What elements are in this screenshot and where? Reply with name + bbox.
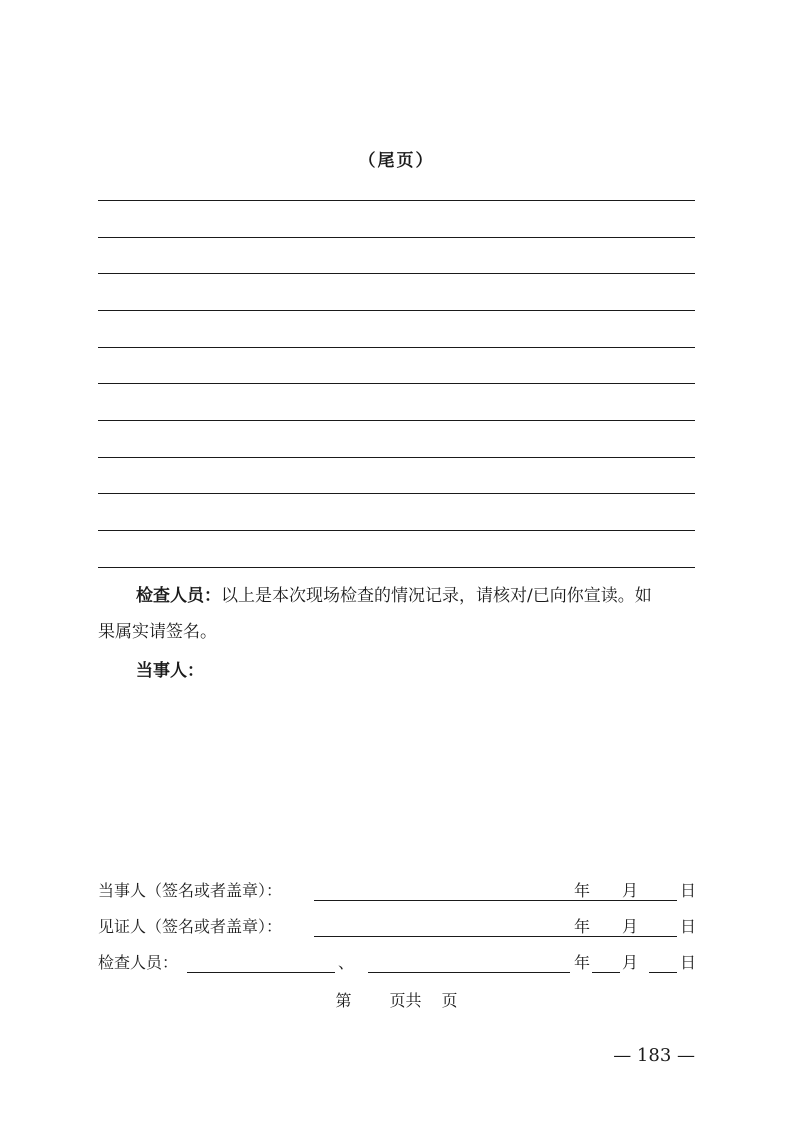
writing-line[interactable] (98, 273, 695, 274)
writing-line[interactable] (98, 567, 695, 568)
party-signature-row (98, 878, 698, 904)
page-number: — 183 — (613, 1045, 695, 1066)
day-label: 日 (680, 917, 697, 936)
year-label: 年 (574, 881, 591, 900)
writing-line[interactable] (98, 457, 695, 458)
writing-line[interactable] (98, 383, 695, 384)
day-label: 日 (680, 953, 697, 972)
page-title: （尾页） (358, 151, 435, 171)
month-field[interactable] (592, 972, 620, 973)
inspector-signature-label: 检查人员： (98, 953, 179, 972)
inspector-signature-field-1[interactable] (187, 972, 335, 973)
witness-signature-row (98, 914, 698, 940)
inspector-label: 检查人员： (136, 586, 221, 606)
page-count (0, 988, 793, 1011)
page-suffix: 页 (441, 991, 458, 1010)
inspector-signature-field-2[interactable] (368, 972, 570, 973)
writing-line[interactable] (98, 420, 695, 421)
day-field[interactable] (649, 936, 677, 937)
month-label: 月 (622, 953, 639, 972)
inspector-statement (98, 578, 695, 650)
party-section (98, 653, 695, 689)
inspector-signature-row (98, 950, 698, 976)
statement-text-1: 以上是本次现场检查的情况记录，请核对/已向你宣读。如 (221, 586, 652, 606)
witness-signature-label: 见证人（签名或者盖章）： (98, 917, 283, 936)
year-label: 年 (574, 917, 591, 936)
writing-line[interactable] (98, 237, 695, 238)
writing-line[interactable] (98, 310, 695, 311)
month-field[interactable] (592, 936, 620, 937)
writing-line[interactable] (98, 530, 695, 531)
statement-text-2: 果属实请签名。 (98, 622, 217, 642)
party-signature-label: 当事人（签名或者盖章）： (98, 881, 283, 900)
party-label: 当事人： (136, 661, 204, 681)
month-label: 月 (622, 917, 639, 936)
day-field[interactable] (649, 972, 677, 973)
separator: 、 (338, 953, 355, 972)
page-mid: 页共 (389, 991, 422, 1010)
writing-line[interactable] (98, 493, 695, 494)
month-field[interactable] (592, 900, 620, 901)
writing-line[interactable] (98, 200, 695, 201)
month-label: 月 (622, 881, 639, 900)
day-label: 日 (680, 881, 697, 900)
year-label: 年 (574, 953, 591, 972)
day-field[interactable] (649, 900, 677, 901)
writing-line[interactable] (98, 347, 695, 348)
page-prefix: 第 (335, 991, 352, 1010)
